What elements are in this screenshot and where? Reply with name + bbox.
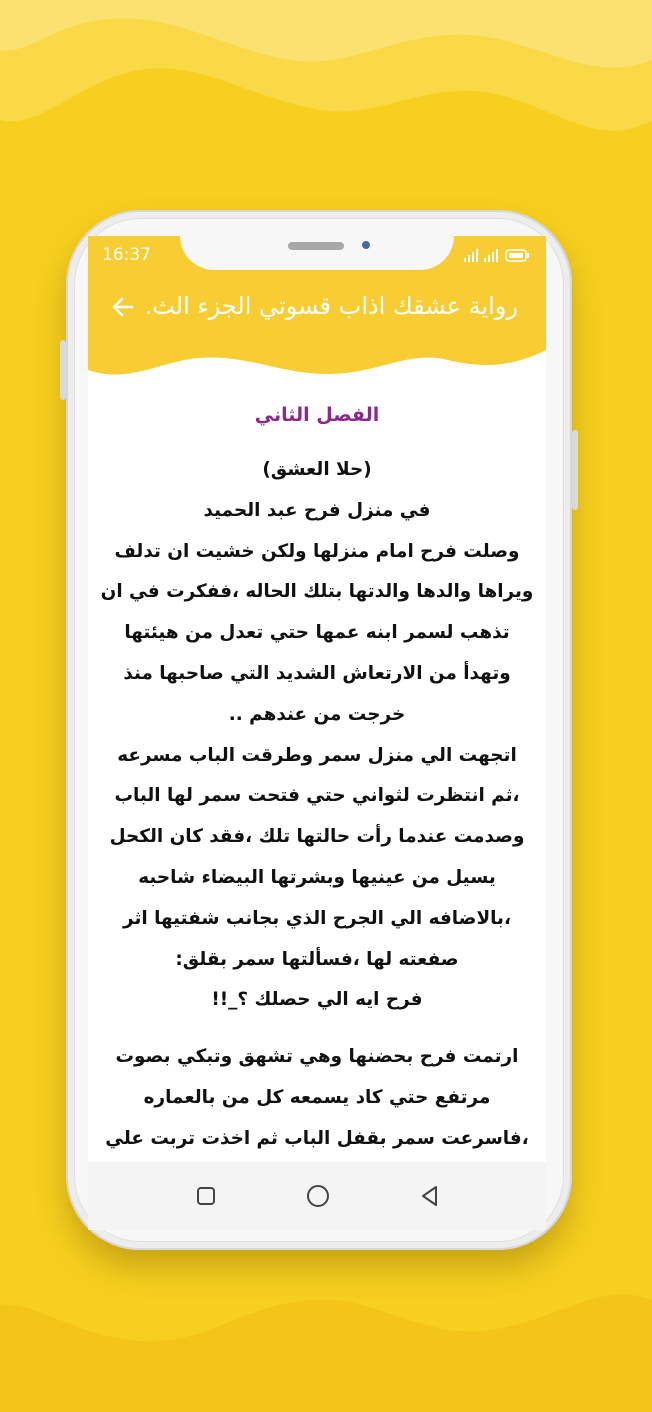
status-time: 16:37 bbox=[102, 245, 151, 265]
story-paragraph: (حلا العشق) في منزل فرح عبد الحميد وصلت فرح امام منزلها ولكن خشيت ان تدلف ويراها والدها والدتها بتلك الحاله ،ففكرت في ان تذهب لسمر ابنه عمها حتي تعدل من هيئتها وتهدأ من الارتعاش الشديد التي صاحبها منذ خرجت من عندهم .. اتجهت الي منزل سمر وطرقت الباب مسرعه ،ثم انتظرت لثواني حتي فتحت سمر لها الباب وصدمت عندما رأت حالتها تلك ،فقد كان الكحل يسيل من عينيها وبشرتها البيضاء شاحبه ،بالاضافه الي الجرح الذي بجانب شفتيها اثر صفعته لها ،فسألتها سمر بقلق: فرح ايه الي حصلك ؟_!! bbox=[100, 459, 534, 1011]
app-title: رواية عشقك اذاب قسوتي الجزء الث. bbox=[144, 292, 518, 320]
square-icon[interactable] bbox=[190, 1180, 222, 1212]
app-bar-wave bbox=[88, 340, 546, 392]
signal-battery-icon bbox=[462, 247, 532, 263]
speaker-icon bbox=[288, 242, 344, 250]
back-arrow-icon bbox=[108, 292, 138, 322]
volume-button bbox=[60, 340, 66, 400]
status-bar bbox=[88, 236, 546, 272]
story-paragraph: ارتمت فرح بحضنها وهي تشهق وتبكي بصوت مرتفع حتي كاد يسمعه كل من بالعماره ،فاسرعت سمر بقفل الباب ثم اخذت تربت علي bbox=[105, 1046, 529, 1149]
camera-icon bbox=[362, 241, 370, 249]
triangle-back-icon[interactable] bbox=[414, 1180, 446, 1212]
phone-screen bbox=[88, 236, 546, 1230]
navigation-bar bbox=[88, 1162, 546, 1230]
back-button[interactable] bbox=[108, 292, 138, 322]
power-button bbox=[572, 430, 578, 510]
chapter-content[interactable] bbox=[88, 392, 546, 1162]
chapter-title: الفصل الثاني bbox=[254, 404, 380, 426]
circle-icon[interactable] bbox=[302, 1180, 334, 1212]
notch bbox=[180, 234, 454, 270]
